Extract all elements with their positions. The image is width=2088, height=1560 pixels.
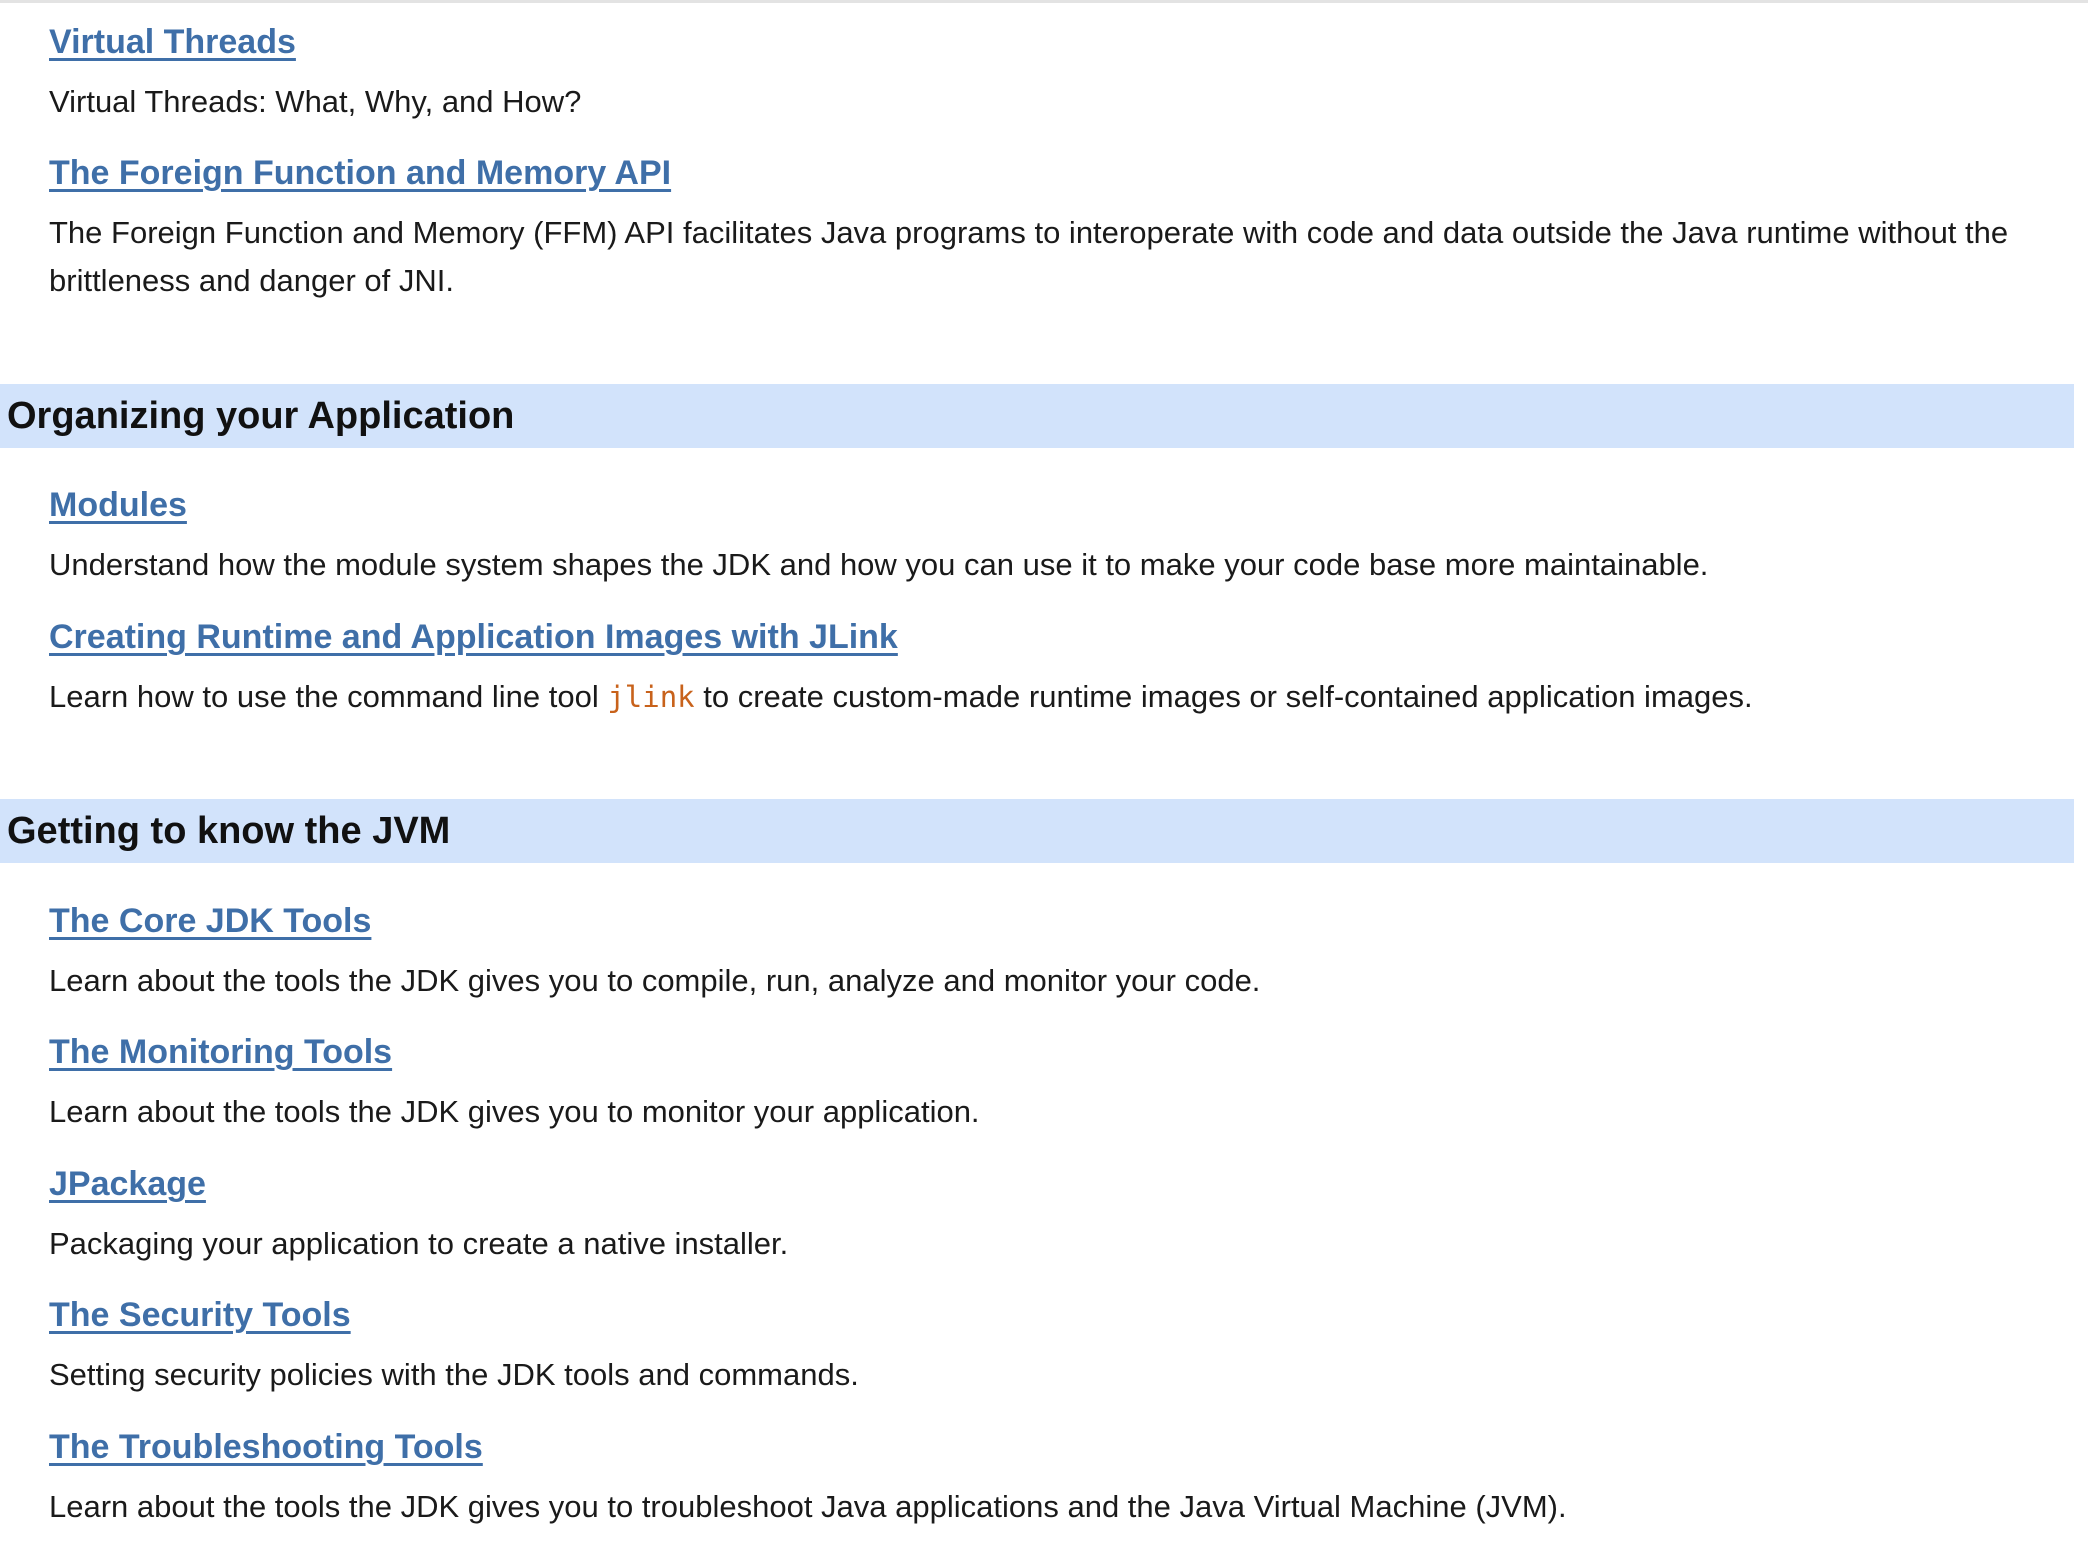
jpackage-link[interactable]: JPackage (49, 1165, 206, 1203)
tutorial-entry (49, 151, 2049, 305)
section-header-organizing (0, 384, 2074, 448)
tutorial-entry (49, 20, 2049, 126)
monitoring-tools-link[interactable]: The Monitoring Tools (49, 1033, 393, 1071)
entry-description: Virtual Threads: What, Why, and How? (49, 84, 582, 119)
description-text: Learn how to use the command line tool (49, 679, 608, 714)
top-divider (0, 0, 2088, 3)
entry-description: Setting security policies with the JDK tools and commands. (49, 1357, 859, 1392)
entry-description: Packaging your application to create a native installer. (49, 1226, 789, 1261)
section-title: Organizing your Application (7, 395, 515, 437)
troubleshooting-tools-link[interactable]: The Troubleshooting Tools (49, 1428, 483, 1466)
jlink-images-link[interactable]: Creating Runtime and Application Images with JLink (49, 618, 898, 656)
tutorial-entry (49, 899, 2049, 1005)
entry-description: Learn about the tools the JDK gives you to compile, run, analyze and monitor your code. (49, 963, 1261, 998)
virtual-threads-link[interactable]: Virtual Threads (49, 23, 296, 61)
section-title: Getting to know the JVM (7, 810, 451, 852)
entry-description: Understand how the module system shapes the JDK and how you can use it to make your code base more maintainable. (49, 547, 1709, 582)
foreign-function-memory-api-link[interactable]: The Foreign Function and Memory API (49, 154, 672, 192)
tutorial-entry (49, 615, 2049, 721)
tutorial-entry (49, 483, 2049, 589)
inline-code-jlink: jlink (607, 680, 695, 714)
entry-description: The Foreign Function and Memory (FFM) API facilitates Java programs to interoperate with code and data outside the Java runtime without the brittleness and danger of JNI. (49, 215, 2009, 298)
core-jdk-tools-link[interactable]: The Core JDK Tools (49, 902, 372, 940)
modules-link[interactable]: Modules (49, 486, 187, 524)
description-text: to create custom-made runtime images or self-contained application images. (694, 679, 1753, 714)
tutorial-entry (49, 1425, 2049, 1531)
entry-description (49, 673, 2049, 721)
entry-description: Learn about the tools the JDK gives you to monitor your application. (49, 1094, 980, 1129)
tutorial-entry (49, 1030, 2049, 1136)
tutorial-entry (49, 1293, 2049, 1399)
tutorial-entry (49, 1162, 2049, 1268)
section-header-jvm (0, 799, 2074, 863)
entry-description: Learn about the tools the JDK gives you to troubleshoot Java applications and the Java Virtual Machine (JVM). (49, 1489, 1567, 1524)
security-tools-link[interactable]: The Security Tools (49, 1296, 351, 1334)
